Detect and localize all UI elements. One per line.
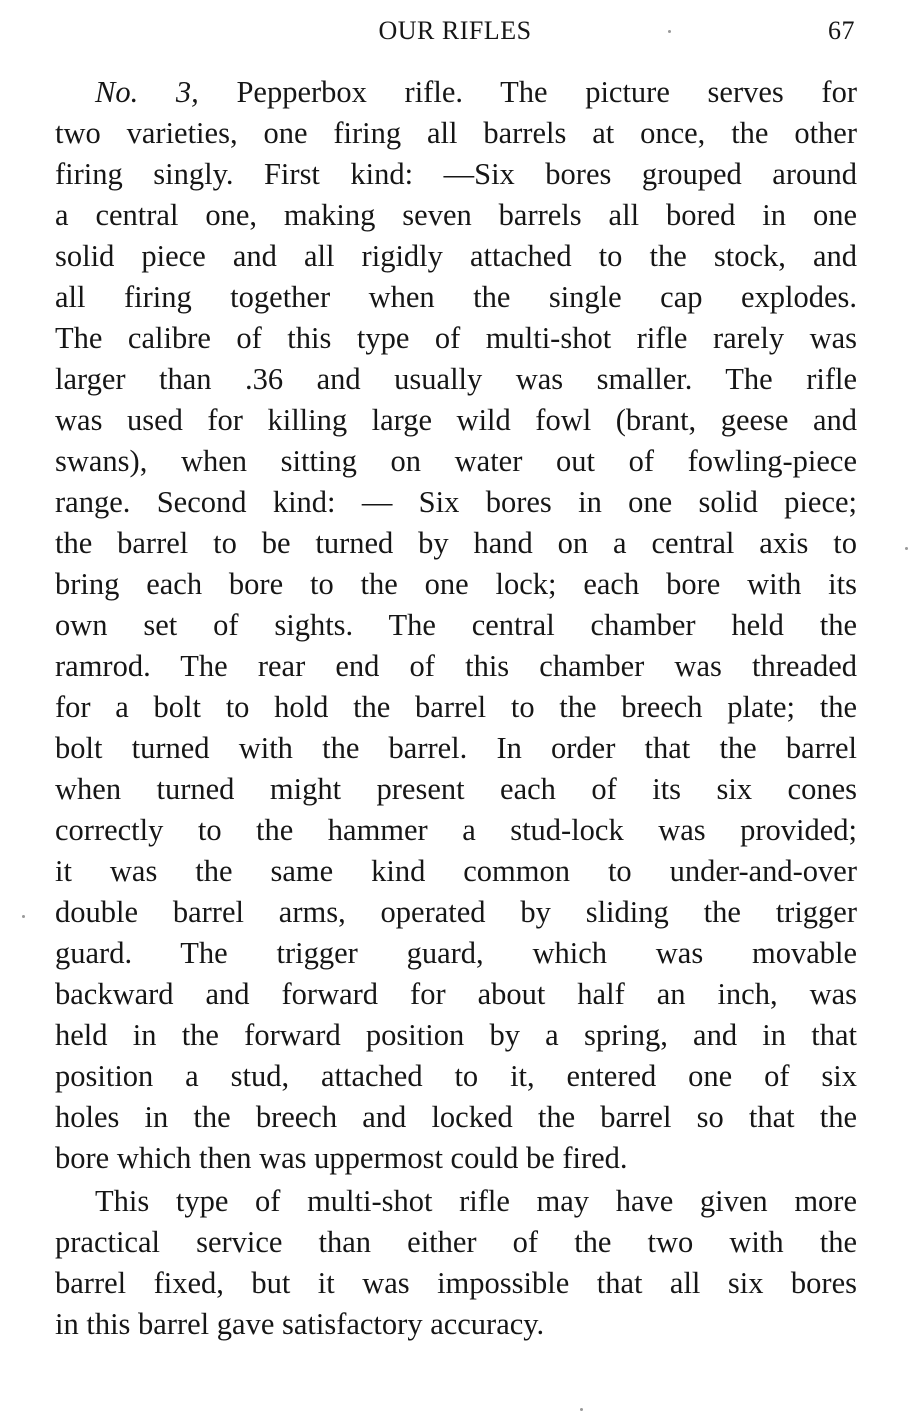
running-head — [55, 16, 855, 52]
text-line: solid piece and all rigidly attached to the stock, and — [55, 239, 857, 273]
paper-speck — [905, 547, 908, 550]
text-line: all firing together when the single cap explodes. — [55, 280, 857, 314]
text-line: range. Second kind: — Six bores in one solid piece; — [55, 485, 857, 519]
text-line: swans), when sitting on water out of fowling-piece — [55, 444, 857, 478]
page-number: 67 — [828, 16, 855, 45]
text-line: larger than .36 and usually was smaller. The rifle — [55, 362, 857, 396]
text-line: in this barrel gave satisfactory accuracy. — [55, 1307, 545, 1341]
text-line: bring each bore to the one lock; each bore with its — [55, 567, 857, 601]
text-line: bore which then was uppermost could be fired. — [55, 1141, 628, 1175]
paragraph-pepperbox-rifle — [55, 72, 857, 1179]
text-line: ramrod. The rear end of this chamber was threaded — [55, 649, 857, 683]
text-line: bolt turned with the barrel. In order that the barrel — [55, 731, 857, 765]
text-line: when turned might present each of its six cones — [55, 772, 857, 806]
text-line: holes in the breech and locked the barrel so that the — [55, 1100, 857, 1134]
text-line: a central one, making seven barrels all bored in one — [55, 198, 857, 232]
text-line: This type of multi-shot rifle may have given more — [95, 1184, 857, 1218]
text-line: the barrel to be turned by hand on a central axis to — [55, 526, 857, 560]
paper-speck — [22, 915, 25, 918]
text-line: two varieties, one firing all barrels at once, the other — [55, 116, 857, 150]
text-line: held in the forward position by a spring, and in that — [55, 1018, 857, 1052]
text-line: guard. The trigger guard, which was movable — [55, 936, 857, 970]
text-line: it was the same kind common to under-and-over — [55, 854, 857, 888]
text-line: double barrel arms, operated by sliding the trigger — [55, 895, 857, 929]
text-line: backward and forward for about half an inch, was — [55, 977, 857, 1011]
text-line: correctly to the hammer a stud-lock was provided; — [55, 813, 857, 847]
text-line: The calibre of this type of multi-shot rifle rarely was — [55, 321, 857, 355]
text-line: for a bolt to hold the barrel to the breech plate; the — [55, 690, 857, 724]
paper-speck — [668, 30, 671, 33]
text-line: barrel fixed, but it was impossible that all six bores — [55, 1266, 857, 1300]
text-line: firing singly. First kind: —Six bores grouped around — [55, 157, 857, 191]
paper-speck — [580, 1408, 583, 1411]
text-line: No. 3, Pepperbox rifle. The picture serves for — [95, 75, 857, 109]
text-line: practical service than either of the two with the — [55, 1225, 857, 1259]
text-line: was used for killing large wild fowl (brant, geese and — [55, 403, 857, 437]
paragraph-practical-service — [55, 1181, 857, 1345]
running-title: OUR RIFLES — [378, 16, 532, 45]
body-text — [55, 72, 857, 1345]
text-line: own set of sights. The central chamber held the — [55, 608, 857, 642]
intro-label: No. 3, — [95, 75, 199, 109]
text-line: position a stud, attached to it, entered one of six — [55, 1059, 857, 1093]
